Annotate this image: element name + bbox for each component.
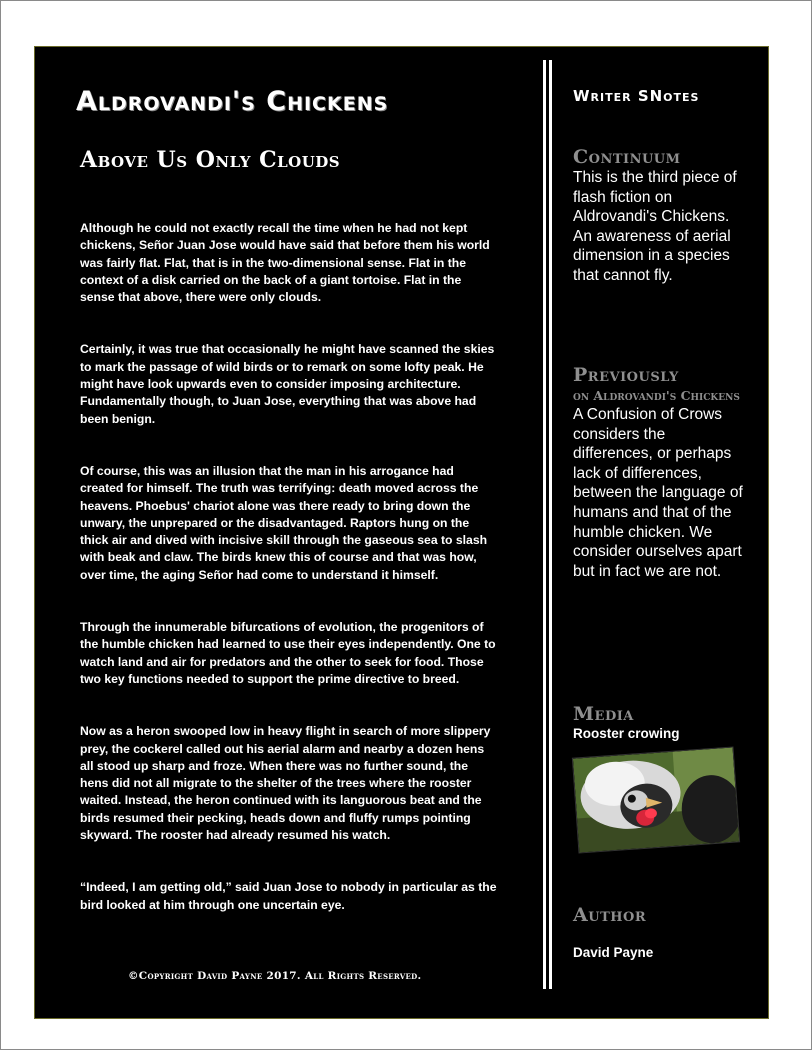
writer-notes-heading: Writer SNotes <box>573 87 700 105</box>
rooster-photo[interactable] <box>572 746 740 853</box>
continuum-section <box>573 146 743 286</box>
story-paragraph: Although he could not exactly recall the time when he had not kept chickens, Señor Juan Jose would have said that before them his world was fairly flat. Flat, that is in the two-dimensional sense. Flat in the context of a disk carried on the back of a giant tortoise. Flat in the sense that above, there were only clouds. <box>80 221 490 305</box>
media-heading: Media <box>573 703 634 725</box>
story-paragraph: Through the innumerable bifurcations of evolution, the progenitors of the humble chicken had learned to use their eyes independently. One to watch land and air for predators and the other to seek for food. Those two key functions needed to support the prime directive to breed. <box>80 620 496 686</box>
story-paragraph: Now as a heron swooped low in heavy flight in search of more slippery prey, the cockerel called out his aerial alarm and nearby a dozen hens all stood up sharp and froze. When there was no further sound, the hens did not all migrate to the shelter of the trees where the rooster waited. Instead, the heron continued with its languorous beat and the birds resumed their pecking, heads down and fluffy rumps pointing skyward. The rooster had already resumed his watch. <box>80 724 491 843</box>
column-divider-left <box>543 60 546 989</box>
story-title: Above Us Only Clouds <box>80 147 341 173</box>
previously-heading: Previously <box>573 364 679 386</box>
author-section <box>573 904 743 962</box>
copyright-notice: ©Copyright David Payne 2017. All Rights Reserved. <box>128 970 422 982</box>
media-caption: Rooster crowing <box>573 726 680 741</box>
author-name: David Payne <box>573 945 654 960</box>
previously-text: A Confusion of Crows considers the differences, or perhaps lack of differences, between the language of humans and that of the humble chicken. We consider ourselves apart but in fact we are not. <box>573 406 743 580</box>
story-body <box>80 220 498 949</box>
previously-subheading: on Aldrovandi's Chickens <box>573 388 740 403</box>
page-title: Aldrovandi's Chickens <box>76 86 389 117</box>
continuum-heading: Continuum <box>573 146 681 168</box>
column-divider-right <box>549 60 552 989</box>
previously-section <box>573 364 743 581</box>
story-paragraph: Of course, this was an illusion that the man in his arrogance had created for himself. The truth was terrifying: death moved across the heavens. Phoebus' chariot alone was there ready to bring down the unwary, the unprepared or the disadvantaged. Raptors hung on the thick air and dived with incisive skill through the gaseous sea to slash with beak and claw. The birds knew this of course and that was how, over time, the aging Señor had come to understand it himself. <box>80 463 488 582</box>
media-section <box>573 703 743 743</box>
story-paragraph: “Indeed, I am getting old,” said Juan Jose to nobody in particular as the bird looked at him through one uncertain eye. <box>80 880 497 912</box>
continuum-text: This is the third piece of flash fiction on Aldrovandi's Chickens. An awareness of aerial dimension in a species that cannot fly. <box>573 169 737 284</box>
author-heading: Author <box>573 904 647 926</box>
rooster-photo-icon <box>573 748 739 853</box>
story-paragraph: Certainly, it was true that occasionally he might have scanned the skies to mark the passage of wild birds or to remark on some lofty peak. He might have look upwards even to consider imposing architecture. Fundamentally though, to Juan Jose, everything that was above had been benign. <box>80 342 495 426</box>
